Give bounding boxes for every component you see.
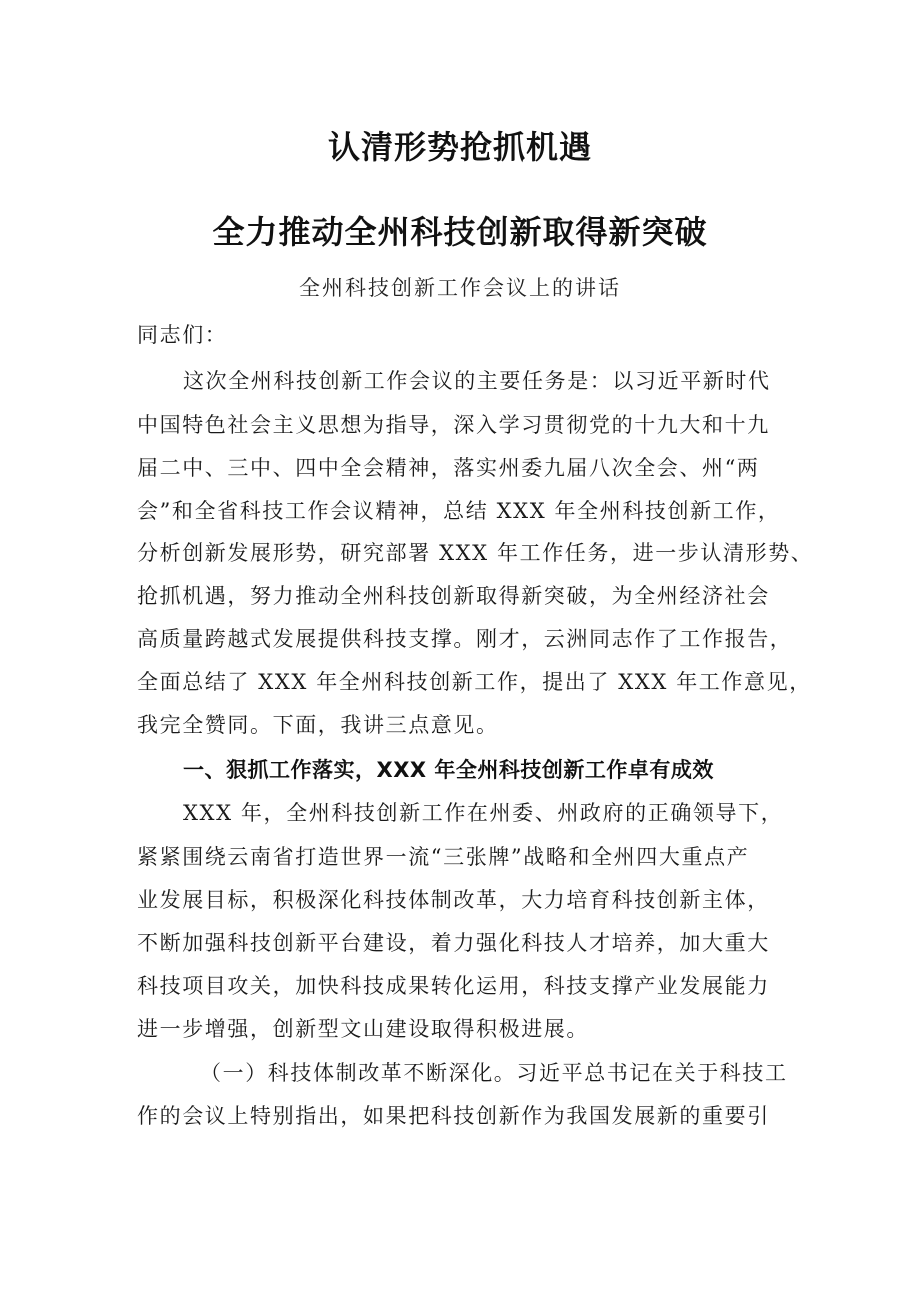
paragraph2-line: 业发展目标，积极深化科技体制改革，大力培育科技创新主体， [137, 888, 770, 912]
document-subtitle: 全州科技创新工作会议上的讲话 [299, 276, 621, 300]
paragraph2-line: XXX 年，全州科技创新工作在州委、州政府的正确领导下， [183, 801, 784, 825]
paragraph1-line: 分析创新发展形势，研究部署 XXX 年工作任务，进一步认清形势、 [137, 541, 814, 565]
paragraph2-line: 科技项目攻关，加快科技成果转化运用，科技支撑产业发展能力 [137, 974, 770, 998]
paragraph1-line: 全面总结了 XXX 年全州科技创新工作，提出了 XXX 年工作意见， [137, 670, 812, 694]
paragraph1-line: 高质量跨越式发展提供科技支撑。刚才，云洲同志作了工作报告， [137, 627, 793, 651]
paragraph2-line: 进一步增强，创新型文山建设取得积极进展。 [137, 1017, 589, 1041]
document-title-line2: 全力推动全州科技创新取得新突破 [212, 213, 708, 251]
paragraph1-line: 我完全赞同。下面，我讲三点意见。 [137, 713, 499, 737]
paragraph1-line: 抢抓机遇，努力推动全州科技创新取得新突破，为全州经济社会 [137, 584, 770, 608]
paragraph3-line: （一）科技体制改革不断深化。习近平总书记在关于科技工 [200, 1061, 788, 1085]
paragraph2-line: 不断加强科技创新平台建设，着力强化科技人才培养，加大重大 [137, 931, 770, 955]
paragraph2-line: 紧紧围绕云南省打造世界一流“三张牌”战略和全州四大重点产 [137, 845, 750, 869]
paragraph3-line: 作的会议上特别指出，如果把科技创新作为我国发展新的重要引 [137, 1104, 770, 1128]
salutation: 同志们： [137, 323, 228, 347]
paragraph1-line: 这次全州科技创新工作会议的主要任务是：以习近平新时代 [183, 369, 771, 393]
paragraph1-line: 中国特色社会主义思想为指导，深入学习贯彻党的十九大和十九 [137, 413, 770, 437]
paragraph1-line: 会”和全省科技工作会议精神，总结 XXX 年全州科技创新工作， [137, 499, 781, 523]
section-heading-1: 一、狠抓工作落实，XXX 年全州科技创新工作卓有成效 [183, 758, 714, 782]
paragraph1-line: 届二中、三中、四中全会精神，落实州委九届八次全会、州“两 [137, 456, 760, 480]
document-title-line1: 认清形势抢抓机遇 [327, 128, 592, 166]
